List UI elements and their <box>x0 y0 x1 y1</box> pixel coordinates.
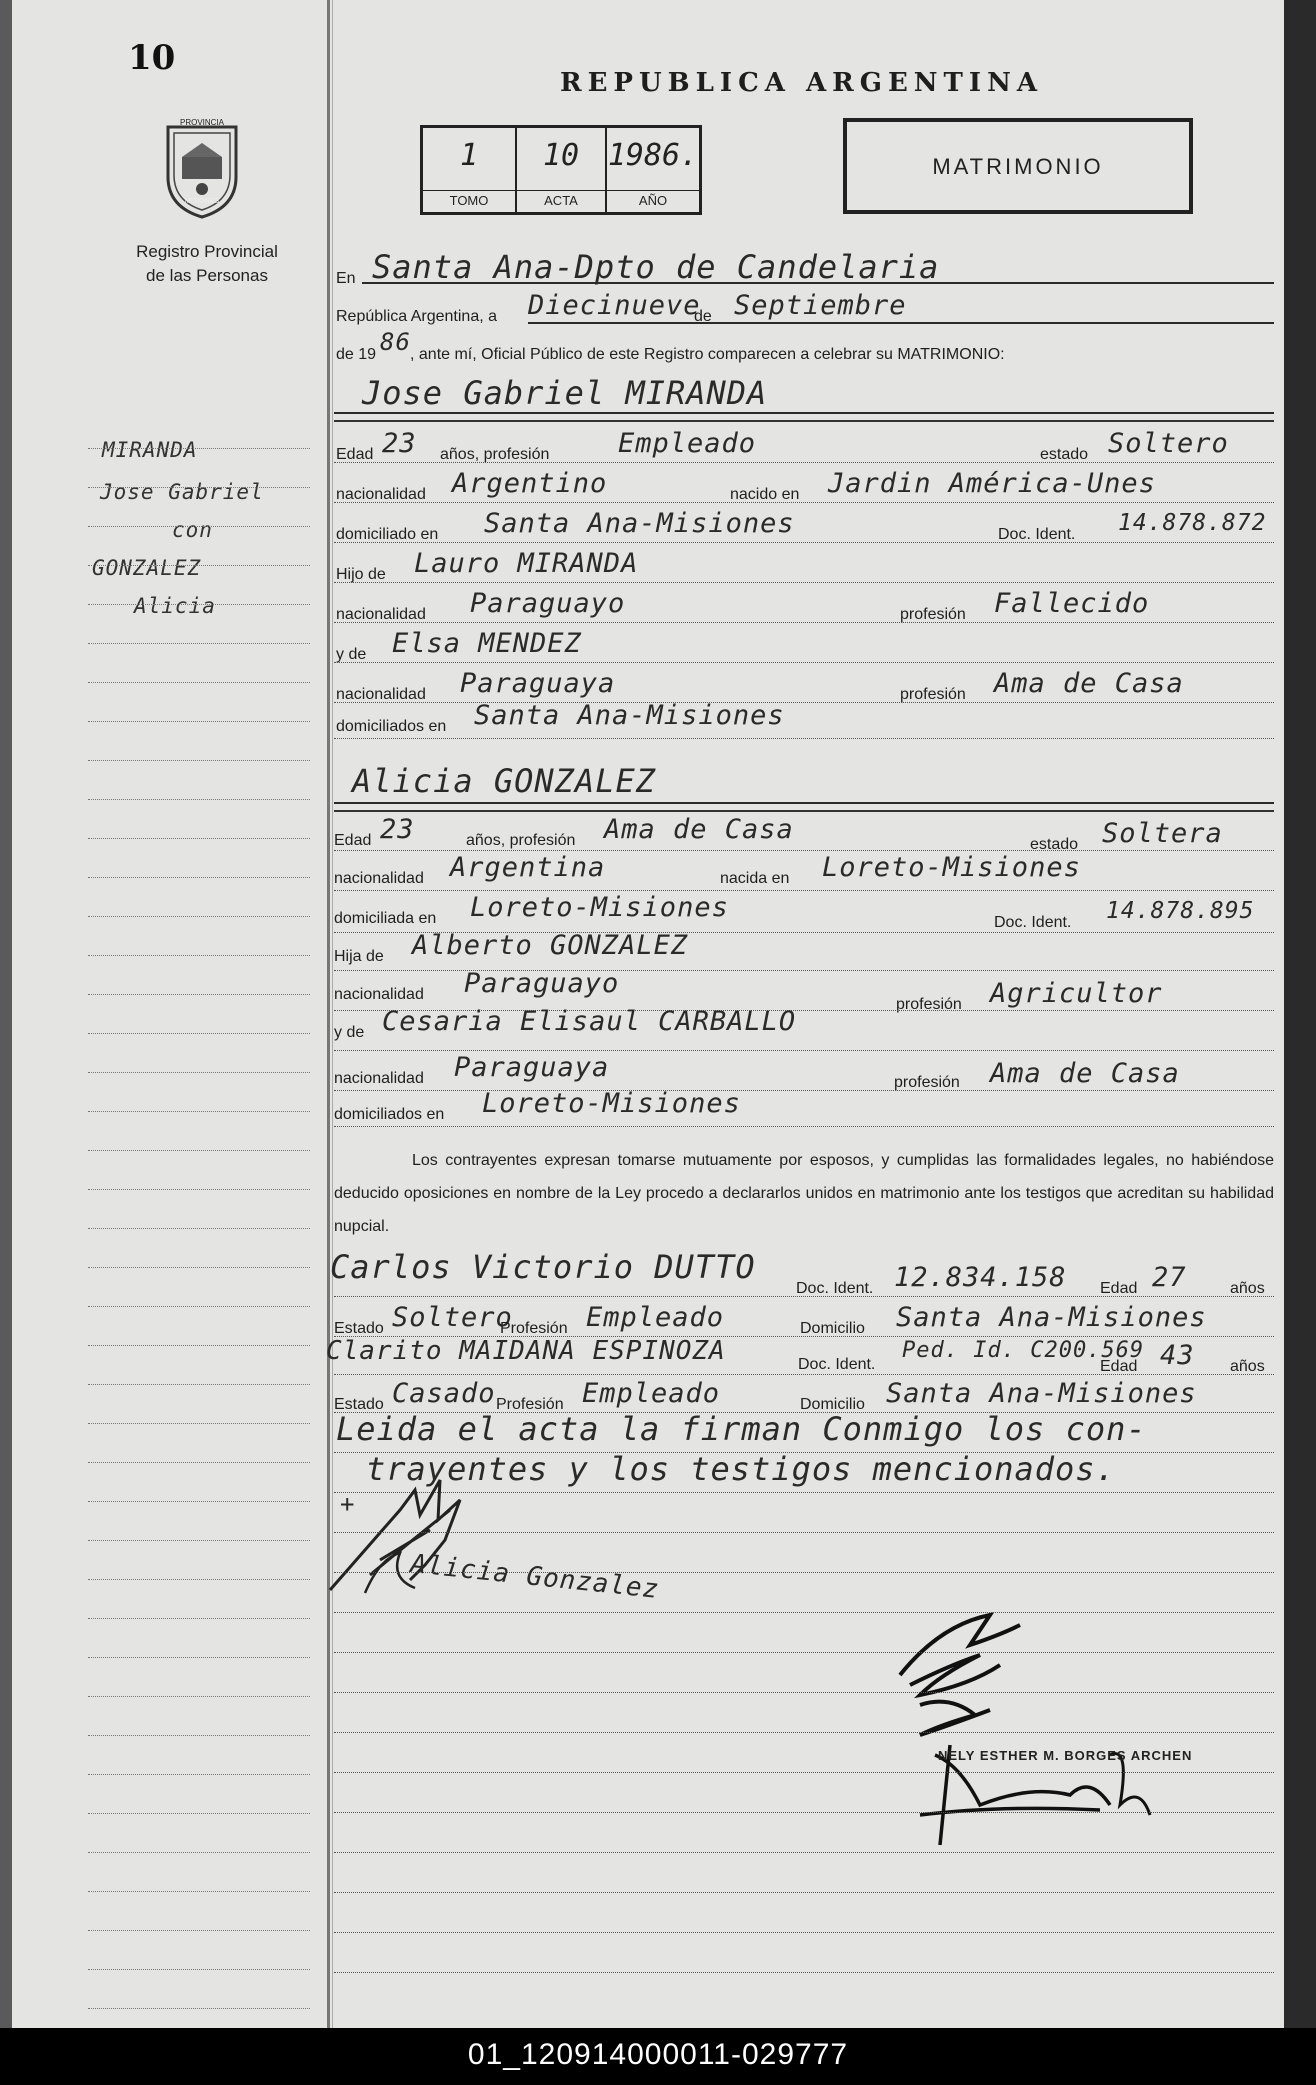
blank-ruled-line <box>334 1532 1274 1533</box>
acta-cell <box>517 128 607 212</box>
bride-signature: Alicia Gonzalez <box>409 1549 661 1605</box>
page-edge <box>1284 0 1316 2028</box>
bride-name: Alicia GONZALEZ <box>352 762 656 800</box>
row-rule <box>334 1296 1274 1297</box>
ano-label: AÑO <box>607 190 699 208</box>
declaration-paragraph: Los contrayentes expresan tomarse mutuamente por esposos, y cumplidas las formalidades legales, no habiéndose deducido oposiciones en nombre de la Ley procedo a declararlos unidos en matrimonio ante los testigos que acreditan su habilidad nupcial. <box>334 1152 1274 1235</box>
margin-ruled-line <box>88 916 310 917</box>
witness-signatures-icon <box>880 1605 1180 1855</box>
acta-value: 10 <box>542 138 580 173</box>
row-rule <box>334 622 1274 623</box>
margin-ruled-line <box>88 799 310 800</box>
bride-parents-dom-label: domiciliados en <box>334 1106 445 1123</box>
bride-mother-profession: Ama de Casa <box>990 1058 1180 1089</box>
official-stamp: NELY ESTHER M. BORGES ARCHEN <box>938 1748 1193 1763</box>
bride-name-rule <box>334 810 1274 812</box>
bride-profession: Ama de Casa <box>604 814 794 845</box>
groom-nationality: Argentino <box>452 468 608 499</box>
margin-ruled-line <box>88 1111 310 1112</box>
acta-label: ACTA <box>517 190 605 208</box>
margin-note-bride-name: Alicia <box>134 594 216 618</box>
groom-hijo-de-label: Hijo de <box>336 566 386 583</box>
ano-value: 1986. <box>607 138 699 173</box>
witness1-doc-label: Doc. Ident. <box>796 1280 874 1297</box>
margin-ruled-line <box>88 1501 310 1502</box>
bride-estado-label: estado <box>1030 836 1079 853</box>
groom-mother-nationality: Paraguaya <box>460 668 616 699</box>
blank-ruled-line <box>334 1692 1274 1693</box>
closing-line1: Leida el acta la firman Conmigo los con- <box>336 1410 1147 1448</box>
bride-father-nationality: Paraguayo <box>464 968 620 999</box>
blank-ruled-line <box>334 1612 1274 1613</box>
witness2-domicilio-label: Domicilio <box>800 1396 865 1413</box>
witness1-anos-label: años <box>1230 1280 1265 1297</box>
groom-nacionalidad-label: nacionalidad <box>336 486 426 503</box>
registry-name-line2: de las Personas <box>146 266 268 285</box>
bride-mother-nationality: Paraguaya <box>454 1052 610 1083</box>
blank-ruled-line <box>334 1812 1274 1813</box>
witness2-status: Casado <box>392 1378 496 1409</box>
tomo-label: TOMO <box>423 190 515 208</box>
row-rule <box>334 1374 1274 1375</box>
margin-divider-inner <box>332 0 333 2028</box>
blank-ruled-line <box>334 1652 1274 1653</box>
margin-ruled-line <box>88 1774 310 1775</box>
svg-text:MISIONES: MISIONES <box>184 198 220 205</box>
svg-text:PROVINCIA: PROVINCIA <box>179 118 225 127</box>
bride-father-prof-label: profesión <box>896 996 962 1013</box>
margin-ruled-line <box>88 877 310 878</box>
bride-age: 23 <box>380 814 415 845</box>
margin-ruled-line <box>88 1618 310 1619</box>
row-rule <box>334 462 1274 463</box>
margin-ruled-line <box>88 1579 310 1580</box>
margin-ruled-line <box>88 1540 310 1541</box>
groom-profession: Empleado <box>618 428 757 459</box>
groom-father-nac-label: nacionalidad <box>336 606 426 623</box>
margin-ruled-line <box>88 1150 310 1151</box>
groom-status: Soltero <box>1108 428 1229 459</box>
witness2-name: Clarito MAIDANA ESPINOZA <box>326 1336 726 1366</box>
bride-nacida-en-label: nacida en <box>720 870 790 887</box>
margin-ruled-line <box>88 2008 310 2009</box>
witness1-profession: Empleado <box>586 1302 725 1333</box>
row-rule <box>334 1126 1274 1127</box>
witness1-domicile: Santa Ana-Misiones <box>896 1302 1207 1333</box>
bride-mother-nac-label: nacionalidad <box>334 1070 424 1087</box>
witness2-profession: Empleado <box>582 1378 721 1409</box>
groom-nacido-en-label: nacido en <box>730 486 800 503</box>
margin-ruled-line <box>88 1735 310 1736</box>
place-value: Santa Ana-Dpto de Candelaria <box>372 248 940 286</box>
row-rule <box>334 850 1274 851</box>
bride-mother-prof-label: profesión <box>894 1074 960 1091</box>
bride-hija-de-label: Hija de <box>334 948 384 965</box>
en-label: En <box>336 270 356 287</box>
margin-ruled-line <box>88 760 310 761</box>
row-rule <box>334 890 1274 891</box>
de-label: de <box>694 308 712 325</box>
witness1-estado-label: Estado <box>334 1320 384 1337</box>
tomo-cell <box>423 128 517 212</box>
day-value: Diecinueve <box>528 290 701 321</box>
margin-ruled-line <box>88 955 310 956</box>
witness1-domicilio-label: Domicilio <box>800 1320 865 1337</box>
bride-father-profession: Agricultor <box>990 978 1163 1009</box>
row-rule <box>334 662 1274 663</box>
groom-mother-prof-label: profesión <box>900 686 966 703</box>
groom-father: Lauro MIRANDA <box>414 548 639 579</box>
tomo-value: 1 <box>459 138 479 173</box>
margin-ruled-line <box>88 526 310 527</box>
margin-ruled-line <box>88 1306 310 1307</box>
act-type-label: MATRIMONIO <box>932 154 1104 179</box>
margin-ruled-line <box>88 1462 310 1463</box>
blank-ruled-line <box>334 1892 1274 1893</box>
witness1-name: Carlos Victorio DUTTO <box>330 1248 756 1286</box>
margin-ruled-line <box>88 1072 310 1073</box>
comparecen-text: , ante mí, Oficial Público de este Registro comparecen a celebrar su MATRIMONIO: <box>410 346 1005 363</box>
witness1-age: 27 <box>1152 1262 1187 1293</box>
bride-doc-label: Doc. Ident. <box>994 914 1072 931</box>
margin-ruled-line <box>88 1384 310 1385</box>
witness2-doc-label: Doc. Ident. <box>798 1356 876 1373</box>
bride-name-underline <box>334 802 1274 804</box>
closing-line2: trayentes y los testigos mencionados. <box>366 1450 1116 1488</box>
registry-name-line1: Registro Provincial <box>136 242 278 261</box>
witness2-domicile: Santa Ana-Misiones <box>886 1378 1197 1409</box>
margin-ruled-line <box>88 1930 310 1931</box>
bride-mother: Cesaria Elisaul CARBALLO <box>382 1006 797 1037</box>
blank-ruled-line <box>334 1732 1274 1733</box>
blank-ruled-line <box>334 1932 1274 1933</box>
ano-cell <box>607 128 699 212</box>
groom-mother-nac-label: nacionalidad <box>336 686 426 703</box>
groom-estado-label: estado <box>1040 446 1089 463</box>
margin-ruled-line <box>88 1852 310 1853</box>
bride-father: Alberto GONZALEZ <box>412 930 689 961</box>
bride-domiciliada-label: domiciliada en <box>334 910 437 927</box>
margin-divider <box>327 0 330 2028</box>
margin-ruled-line <box>88 1228 310 1229</box>
margin-note-surname: MIRANDA <box>102 438 198 462</box>
margin-ruled-line <box>88 604 310 605</box>
margin-ruled-line <box>88 1813 310 1814</box>
margin-ruled-line <box>88 1267 310 1268</box>
act-type-box <box>843 118 1193 214</box>
margin-ruled-line <box>88 448 310 449</box>
margin-ruled-line <box>88 1657 310 1658</box>
witness2-doc: Ped. Id. C200.569 <box>902 1338 1145 1363</box>
groom-name-underline <box>334 412 1274 414</box>
groom-age: 23 <box>382 428 417 459</box>
scan-footer <box>0 2028 1316 2085</box>
margin-ruled-line <box>88 838 310 839</box>
margin-note-bride-surname: GONZALEZ <box>92 556 202 580</box>
witness2-anos-label: años <box>1230 1358 1265 1375</box>
margin-ruled-line <box>88 1423 310 1424</box>
groom-domicile: Santa Ana-Misiones <box>484 508 795 539</box>
witness1-doc: 12.834.158 <box>894 1262 1067 1293</box>
groom-doc-label: Doc. Ident. <box>998 526 1076 543</box>
margin-ruled-line <box>88 1189 310 1190</box>
witness1-status: Soltero <box>392 1302 513 1333</box>
bride-nationality: Argentina <box>450 852 606 883</box>
bride-status: Soltera <box>1102 818 1223 849</box>
margin-ruled-line <box>88 1891 310 1892</box>
bride-y-de-label: y de <box>334 1024 365 1041</box>
row-rule <box>334 1050 1274 1051</box>
row-rule <box>334 738 1274 739</box>
de19-label: de 19 <box>336 346 377 363</box>
blank-ruled-line <box>334 1972 1274 1973</box>
witness2-edad-label: Edad <box>1100 1358 1138 1375</box>
groom-father-nationality: Paraguayo <box>470 588 626 619</box>
margin-note-con: con <box>172 518 213 542</box>
document-title: REPUBLICA ARGENTINA <box>560 68 1044 98</box>
witness2-profesion-label: Profesión <box>496 1396 564 1413</box>
tomo-acta-ano-box <box>420 125 702 215</box>
margin-ruled-line <box>88 643 310 644</box>
witness1-profesion-label: Profesión <box>500 1320 568 1337</box>
bride-domicile: Loreto-Misiones <box>470 892 729 923</box>
margin-ruled-line <box>88 1969 310 1970</box>
margin-ruled-line <box>88 1345 310 1346</box>
page-number: 10 <box>128 38 176 78</box>
date-underline <box>528 322 1274 324</box>
row-rule <box>334 1090 1274 1091</box>
blank-ruled-line <box>334 1852 1274 1853</box>
blank-ruled-line <box>334 1772 1274 1773</box>
groom-anos-profesion-label: años, profesión <box>440 446 550 463</box>
groom-parents-dom-label: domiciliados en <box>336 718 447 735</box>
margin-note-given-name: Jose Gabriel <box>100 480 264 504</box>
place-underline <box>362 282 1274 284</box>
republica-label: República Argentina, a <box>336 308 497 325</box>
bride-parents-domicile: Loreto-Misiones <box>482 1088 741 1119</box>
plus-mark: + <box>340 1490 356 1518</box>
groom-father-prof-label: profesión <box>900 606 966 623</box>
bride-father-nac-label: nacionalidad <box>334 986 424 1003</box>
margin-ruled-line <box>88 565 310 566</box>
groom-y-de-label: y de <box>336 646 367 663</box>
groom-doc: 14.878.872 <box>1118 510 1267 536</box>
groom-name: Jose Gabriel MIRANDA <box>362 374 768 412</box>
province-seal-icon <box>158 115 246 221</box>
margin-ruled-line <box>88 682 310 683</box>
groom-name-rule <box>334 420 1274 422</box>
bride-nacionalidad-label: nacionalidad <box>334 870 424 887</box>
signature-flourish-icon <box>360 1548 420 1598</box>
groom-parents-domicile: Santa Ana-Misiones <box>474 700 785 731</box>
margin-ruled-line <box>88 1033 310 1034</box>
margin-ruled-line <box>88 994 310 995</box>
bride-edad-label: Edad <box>334 832 372 849</box>
groom-mother: Elsa MENDEZ <box>392 628 582 659</box>
margin-ruled-line <box>88 1696 310 1697</box>
bride-birthplace: Loreto-Misiones <box>822 852 1081 883</box>
groom-edad-label: Edad <box>336 446 374 463</box>
witness1-edad-label: Edad <box>1100 1280 1138 1297</box>
year-suffix-value: 86 <box>380 328 411 356</box>
groom-mother-profession: Ama de Casa <box>994 668 1184 699</box>
month-value: Septiembre <box>734 290 907 321</box>
witness2-age: 43 <box>1160 1340 1195 1371</box>
witness2-estado-label: Estado <box>334 1396 384 1413</box>
groom-birthplace: Jardin América-Unes <box>828 468 1156 499</box>
margin-ruled-line <box>88 721 310 722</box>
row-rule <box>334 542 1274 543</box>
blank-ruled-line <box>334 1572 1274 1573</box>
groom-father-profession: Fallecido <box>994 588 1150 619</box>
margin-ruled-line <box>88 487 310 488</box>
row-rule <box>334 582 1274 583</box>
document-id: 01_120914000011-029777 <box>467 2038 849 2071</box>
bride-anos-profesion-label: años, profesión <box>466 832 576 849</box>
book-spine <box>0 0 12 2028</box>
groom-domiciliado-label: domiciliado en <box>336 526 439 543</box>
row-rule <box>334 502 1274 503</box>
bride-doc: 14.878.895 <box>1106 898 1255 924</box>
